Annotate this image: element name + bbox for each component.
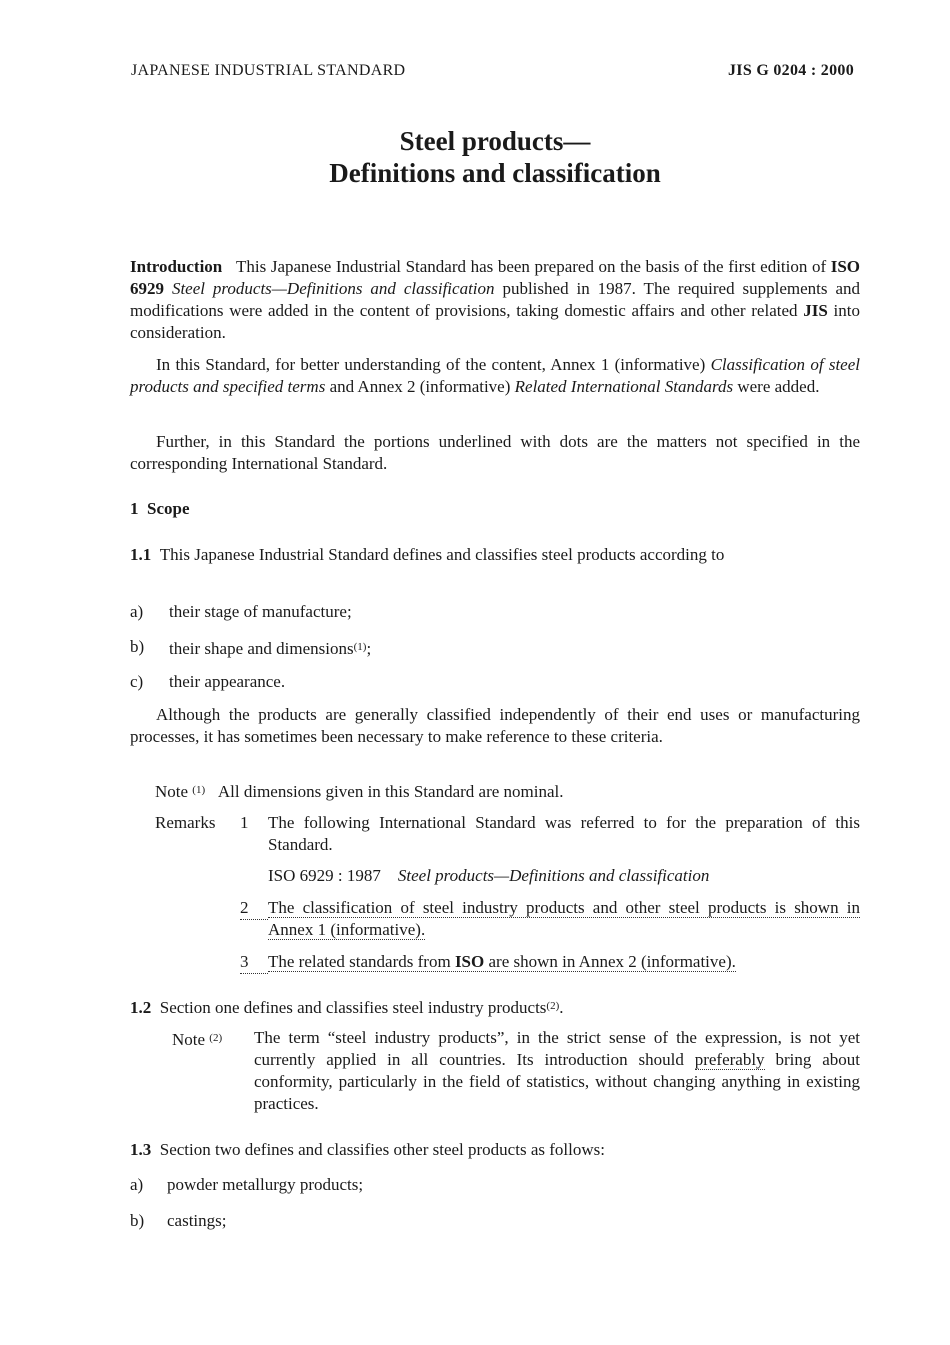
note-text-cont: bring about conformity, particularly in the field of statistics, without changing anything in existing practices. [254,1050,860,1113]
reference-title: Steel products—Definitions and classification [397,866,710,885]
clause-1-1-paragraph: Although the products are generally classified independently of their end uses or manufacturing processes, it has sometimes been necessary to make reference to these criteria. [130,705,860,746]
section-number: 1 [130,499,139,518]
note-text: The term “steel industry products”, in the strict sense of the expression, is not yet currently applied in all countries. Its introduction should [254,1028,860,1069]
footnote-marker: (2) [209,1032,223,1044]
document-header-left: JAPANESE INDUSTRIAL STANDARD [131,62,406,79]
iso-reference: ISO 6929 [130,257,861,298]
remark-text [268,897,860,941]
remark-number: 3 [240,951,268,974]
intro-text-end: into consideration. [130,301,861,342]
footnote-marker: (1) [353,641,367,653]
footnote-marker: (2) [546,1000,560,1012]
document-number: JIS G 0204 : 2000 [728,62,854,79]
note-label: Note [172,1030,206,1049]
list-item-text: powder metallurgy products; [167,1175,364,1194]
reference-number: ISO 6929 : 1987 [268,866,381,885]
intro-p2-text-end: were added. [733,377,820,396]
footnote-marker: (1) [192,784,206,796]
iso-title: Steel products—Definitions and classification [171,279,495,298]
spacer-text [164,279,172,298]
note-2-label [172,1027,222,1051]
list-item-tail: ; [366,639,372,658]
clause-number: 1.3 [130,1140,152,1159]
clause-text: Section one defines and classifies steel industry products [159,998,547,1017]
remark-number: 1 [240,813,249,832]
intro-p2-text-mid: and Annex 2 (informative) [325,377,515,396]
remark-text [268,951,860,973]
list-item-letter: a) [130,602,144,621]
intro-text: This Japanese Industrial Standard has been prepared on the basis of the first edition of [236,257,831,276]
title-line-1: Steel products— [399,126,591,156]
title-line-2: Definitions and classification [329,158,661,188]
clause-1-3 [130,1139,860,1161]
iso-reference: ISO [454,952,485,971]
list-item-text: castings; [167,1211,227,1230]
list-item-text: their appearance. [169,672,286,691]
jis-reference: JIS [803,301,828,320]
clause-text: This Japanese Industrial Standard defines and classifies steel products according to [159,545,725,564]
remark-number: 2 [240,897,268,920]
list-item-body: their shape and dimensions [169,639,354,658]
intro-paragraph-1 [130,256,860,344]
intro-p2-text: In this Standard, for better understanding of the content, Annex 1 (informative) [156,355,711,374]
remark-text-part: are shown in Annex 2 (informative). [484,952,736,971]
underlined-word: preferably [694,1050,765,1069]
remark-underlined-text [268,952,736,972]
clause-number: 1.1 [130,545,152,564]
list-item-text: their stage of manufacture; [169,602,352,621]
clause-1-1 [130,544,860,566]
intro-paragraph-3: Further, in this Standard the portions underlined with dots are the matters not specified in the corresponding International Standard. [130,432,860,473]
annex2-title: Related International Standards [514,377,734,396]
clause-1-2 [130,995,860,1019]
page-title [0,125,950,189]
remarks-label: Remarks [155,813,216,832]
list-item-letter: c) [130,672,144,691]
intro-paragraph-2 [130,354,860,398]
note-2-text [254,1027,860,1115]
clause-number: 1.2 [130,998,152,1017]
intro-text-cont: published in 1987. The required supplements and modifications were added in the content of provisions, taking domestic affairs and other related [130,279,860,320]
note-text: All dimensions given in this Standard are nominal. [217,782,564,801]
list-item-text [169,636,371,660]
annex1-title: Classification of steel products and specified terms [130,355,860,396]
remark-underlined-text: The classification of steel industry products and other steel products is shown in Annex 1 (informative). [268,898,860,939]
section-title: Scope [147,499,190,518]
remark-text: The following International Standard was referred to for the preparation of this Standard. [268,813,860,854]
remark-text-part: The related standards from [268,952,455,971]
clause-text: Section two defines and classifies other steel products as follows: [159,1140,605,1159]
intro-label: Introduction [130,257,223,276]
note-label: Note [155,782,189,801]
list-item-letter: b) [130,1211,145,1230]
reference-standard [268,865,860,887]
clause-tail: . [559,998,564,1017]
section-heading-scope [130,498,860,520]
list-item-letter: b) [130,637,145,656]
list-item-letter: a) [130,1175,144,1194]
note-1 [155,779,564,803]
